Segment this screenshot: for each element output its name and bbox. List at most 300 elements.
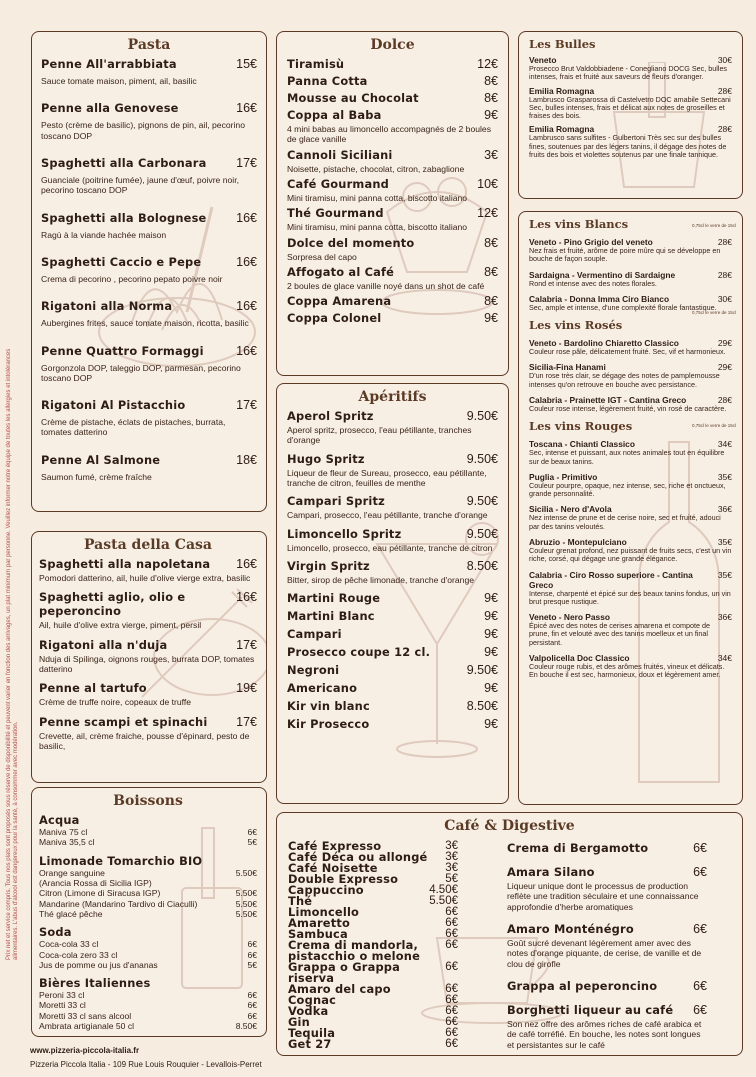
menu-item (507, 922, 707, 969)
item-description: Crevette, ail, crème fraiche, pousse d'épinard, pesto de basilic, (39, 730, 250, 751)
item-price: 15€ (236, 57, 257, 71)
item-description: Pesto (crème de basilic), pignons de pin, ail, pecorino toscano DOP (41, 120, 245, 141)
menu-item (507, 841, 707, 855)
wine-item (529, 124, 732, 159)
menu-item (287, 177, 498, 203)
menu-item (39, 715, 257, 752)
wine-name: Toscana - Chianti Classico (529, 439, 635, 450)
drink-line (39, 1011, 257, 1021)
item-description: Crème de truffe noire, copeaux de truffe (39, 697, 192, 708)
wine-name: Abruzio - Montepulciano (529, 536, 627, 547)
item-name: Sambuca (288, 927, 348, 941)
item-price: 6€ (693, 1002, 707, 1017)
item-price: 16€ (236, 557, 257, 571)
menu-item (287, 591, 498, 605)
wine-price: 28€ (717, 237, 732, 247)
drink-line (39, 960, 257, 970)
item-price: 5.50€ (429, 895, 458, 907)
item-price: 5€ (445, 873, 458, 885)
wine-description: Rond et intense avec des notes florales. (529, 278, 657, 288)
item-name: Rigatoni alla Norma (41, 299, 173, 314)
item-name: Penne al tartufo (39, 681, 147, 696)
item-name: Penne Al Salmone (41, 452, 161, 467)
item-price: 9€ (484, 108, 498, 122)
drink-group (39, 925, 257, 970)
wine-name: Sardaigna - Vermentino di Sardaigne (529, 269, 676, 280)
wine-description: Intense, charpenté et épicé sur des beaux tanins fondus, un vin brut presque rustique. (529, 588, 731, 606)
item-name: Limoncello Spritz (287, 526, 402, 541)
item-description: Goût sucré devenant légèrement amer avec des notes d'orange piquante, de cerise, de vanille et de clou de girofle (507, 937, 702, 969)
wine-price: 29€ (717, 338, 732, 349)
wine-name: Veneto (529, 55, 557, 65)
wine-description: Couleur rose intense, légèrement fruité, vin rosé de caractère. (529, 403, 727, 413)
wine-price: 36€ (717, 612, 732, 623)
menu-item (287, 494, 498, 520)
item-name: Affogato al Café (287, 264, 395, 279)
item-price: 8.50€ (466, 558, 498, 573)
menu-item (39, 590, 257, 630)
item-price: 9€ (484, 591, 498, 606)
menu-item (287, 627, 498, 641)
item-price: 6€ (445, 917, 458, 929)
item-price: 3€ (445, 840, 458, 852)
drink-price: 5.50€ (235, 867, 257, 878)
item-name: Kir Prosecco (287, 717, 370, 732)
wine-price: 30€ (717, 293, 732, 304)
wine-description: Couleur grenat profond, nez puissant de fruits secs, c'est un vin riche, corsé, qui dégage une grande élégance. (529, 545, 732, 564)
drink-name: Peroni 33 cl (39, 990, 85, 1001)
menu-item (287, 527, 498, 553)
wine-description: D'un rose très clair, se dégage des notes de pamplemousse intenses qu'on retrouve en bouche avec persistance. (529, 371, 720, 389)
menu-item (287, 265, 498, 291)
drink-name: Coca-cola 33 cl (39, 939, 99, 950)
menu-item (41, 57, 257, 86)
menu-item (287, 294, 498, 308)
menu-item (287, 645, 498, 659)
item-name: Crema di mandorla, pistacchio o melone (288, 938, 421, 963)
item-price: 6€ (445, 1005, 458, 1017)
bulles-section (518, 31, 743, 199)
item-name: Thé (288, 894, 313, 908)
menu-item (287, 663, 498, 677)
item-price: 16€ (236, 343, 257, 358)
item-price: 9€ (484, 717, 498, 732)
item-name: Martini Rouge (287, 591, 381, 606)
wine-price: 28€ (717, 394, 732, 405)
cafe-section (276, 812, 743, 1056)
wine-description: Couleur pourpre, opaque, nez intense, sec, riche et onctueux, grande personnalité. (529, 480, 726, 499)
item-name: Grappa o Grappa riserva (288, 960, 401, 985)
item-price: 18€ (236, 452, 257, 467)
wine-description: Prosecco Brut Valdobbiadene - Conegliano DOCG Sec, bulles intenses, frais et fruité aux saveurs de fleurs d'oranger. (529, 64, 728, 82)
item-price: 4.50€ (429, 884, 458, 896)
menu-item (39, 557, 257, 583)
item-price: 9.50€ (466, 409, 498, 423)
wine-item (529, 612, 732, 647)
wine-description: Nez intense de prune et de cerise noire, sec et fruité, adouci par des tanins veloutés. (529, 513, 721, 531)
wine-price: 36€ (717, 504, 732, 515)
wine-item (529, 55, 732, 82)
item-name: Negroni (287, 663, 340, 678)
item-name: Penne scampi et spinachi (39, 714, 208, 729)
menu-item (287, 311, 498, 325)
item-description: Pomodori datterino, ail, huile d'olive vierge extra, basilic (39, 573, 251, 583)
item-price: 9€ (484, 681, 498, 696)
item-price: 16€ (236, 210, 257, 225)
item-name: Gin (288, 1015, 310, 1029)
wine-item (529, 472, 732, 499)
item-description: 4 mini babas au limoncello accompagnés de 2 boules de glace vanille (287, 124, 491, 145)
item-price: 12€ (477, 206, 498, 221)
drink-line (39, 868, 257, 878)
item-name: Borghetti liqueur au café (507, 1002, 674, 1017)
wine-price: 34€ (717, 652, 732, 663)
menu-item (39, 638, 257, 675)
menu-item (287, 148, 498, 174)
drink-group (39, 854, 257, 920)
menu-item (287, 409, 498, 446)
item-name: Campari (287, 627, 342, 642)
drink-group (39, 976, 257, 1031)
wine-name: Veneto - Nero Passo (529, 612, 610, 623)
item-description: Nduja di Spilinga, oignons rouges, burrata DOP, tomates datterino (39, 653, 255, 674)
wine-item (529, 439, 732, 466)
item-name: Tiramisù (287, 57, 345, 71)
item-name: Vodka (288, 1004, 329, 1018)
drink-price: 5€ (247, 837, 257, 848)
item-name: Coppa al Baba (287, 108, 382, 122)
item-price: 12€ (477, 57, 498, 71)
item-name: Cannoli Siciliani (287, 147, 393, 162)
menu-item (41, 398, 257, 438)
item-name: Penne All'arrabbiata (41, 57, 177, 71)
item-price: 9.50€ (466, 451, 498, 466)
item-description: Liqueur de fleur de Sureau, prosecco, eau pétillante, tranche de citron, feuilles de menthe (287, 467, 487, 488)
item-name: Café Déca ou allongé (288, 850, 428, 864)
dolce-title: Dolce (370, 37, 415, 53)
item-price: 6€ (445, 939, 458, 951)
menu-item (287, 559, 498, 585)
item-description: Sauce tomate maison, piment, ail, basilic (41, 76, 197, 86)
wine-price: 35€ (717, 569, 732, 580)
item-name: Coppa Colonel (287, 311, 382, 326)
item-price: 6€ (693, 841, 707, 855)
menu-item (41, 255, 257, 284)
item-name: Spaghetti alla Carbonara (41, 155, 207, 170)
item-price: 9.50€ (466, 526, 498, 541)
item-description: Crema di pecorino , pecorino pepato poivre noir (41, 273, 223, 284)
drink-name: Citron (Limone di Siracusa IGP) (39, 888, 161, 899)
menu-item (287, 717, 498, 731)
item-price: 6€ (445, 994, 458, 1006)
item-price: 16€ (236, 590, 257, 605)
item-price: 17€ (236, 398, 257, 413)
item-name: Kir vin blanc (287, 699, 370, 714)
menu-item (507, 1003, 707, 1050)
item-name: Amaro Monténégro (507, 921, 634, 936)
drink-price: 6€ (247, 1000, 257, 1011)
rouges-title: Les vins Rouges (529, 419, 633, 434)
menu-item (41, 211, 257, 240)
item-price: 6€ (445, 928, 458, 940)
wine-description: Nez frais et fruité, arôme de poire mûre qui se développe en bouche de façon souple. (529, 246, 721, 264)
drink-line (39, 1000, 257, 1010)
dolce-section (276, 31, 509, 376)
item-price: 9€ (484, 627, 498, 642)
legal-note: Prix net et service compris. Tous nos plats sont proposés sous réserve de disponibilité et peuvent varier en fonction des arrivages, un plat minimum par personne. Veuillez informer notre équipe de toutes les allergies et intolérances alimentaires. L'abus d'alcool est dangereux pour la santé, à consommer avec modération. (6, 348, 19, 960)
item-description: Gorgonzola DOP, taleggio DOP, parmesan, pecorino toscano DOP (41, 362, 241, 383)
wine-name: Valpolicella Doc Classico (529, 652, 630, 663)
wine-description: Sec, ample et intense, d'une complexité florale fantastique. (529, 302, 717, 312)
drink-group-name: Acqua (39, 813, 80, 827)
blancs-note: 0,75cl le verre de 15cl (691, 223, 736, 228)
item-price: 8€ (484, 294, 498, 309)
drink-name: (Arancia Rossa di Sicilia IGP) (39, 877, 152, 888)
drink-name: Thé glacé pêche (39, 908, 103, 919)
item-name: Prosecco coupe 12 cl. (287, 645, 431, 660)
item-name: Americano (287, 681, 358, 696)
item-description: Ragù à la viande hachée maison (41, 229, 167, 240)
wine-price: 28€ (717, 85, 732, 96)
menu-item (41, 344, 257, 384)
wine-description: Épicé avec des notes de cerises amarena et compote de prune, fin et velouté avec des tanins moelleux et un final persistant. (529, 621, 710, 647)
drink-name: Maniva 35,5 cl (39, 837, 95, 848)
item-price: 6€ (445, 906, 458, 918)
wine-name: Sicilia-Fina Hanami (529, 362, 606, 373)
drink-price: 6€ (247, 990, 257, 1001)
pasta-section (31, 31, 267, 512)
item-price: 6€ (445, 961, 458, 973)
wine-price: 28€ (717, 124, 732, 135)
wine-item (529, 362, 732, 389)
item-price: 10€ (477, 176, 498, 191)
menu-item (41, 156, 257, 196)
menu-item (287, 91, 498, 105)
wines-section (518, 211, 743, 805)
drink-price: 5.50€ (235, 888, 257, 899)
item-name: Café Noisette (288, 861, 378, 875)
drink-line (39, 990, 257, 1000)
item-description: Guanciale (poitrine fumée), jaune d'œuf, poivre noir, pecorino toscano DOP (41, 174, 239, 196)
blancs-title: Les vins Blancs (529, 217, 629, 231)
menu-item (507, 865, 707, 912)
menu-item (39, 681, 257, 707)
item-name: Penne alla Genovese (41, 101, 179, 116)
pasta-title: Pasta (127, 37, 171, 53)
item-name: Spaghetti Caccio e Pepe (41, 254, 202, 269)
wine-item (529, 395, 732, 413)
item-description: Aperol spritz, prosecco, l'eau pétillante, tranches d'orange (287, 425, 472, 446)
footer-website[interactable]: www.pizzeria-piccola-italia.fr (30, 1046, 140, 1055)
wine-item (529, 338, 732, 356)
wine-name: Sicilia - Nero d'Avola (529, 504, 612, 515)
item-name: Café Expresso (288, 839, 382, 853)
drink-price: 6€ (247, 949, 257, 960)
wine-item (529, 504, 732, 531)
drink-name: Ambrata artigianale 50 cl (39, 1021, 135, 1032)
item-price: 16€ (236, 101, 257, 116)
drink-name: Orange sanguine (39, 867, 105, 878)
wine-price: 29€ (717, 362, 732, 373)
menu-item (41, 453, 257, 482)
drink-name: Jus de pomme ou jus d'ananas (39, 959, 158, 970)
item-name: Café Gourmand (287, 176, 390, 191)
item-description: Mini tiramisu, mini panna cotta, biscotto italiano (287, 192, 468, 203)
item-name: Aperol Spritz (287, 409, 374, 423)
item-description: Crème de pistache, éclats de pistaches, burrata, tomates datterino (41, 417, 226, 438)
item-name: Dolce del momento (287, 235, 415, 250)
boissons-title: Boissons (113, 793, 183, 809)
item-name: Panna Cotta (287, 74, 368, 88)
drink-price: 6€ (247, 827, 257, 837)
item-name: Spaghetti aglio, olio e peperoncino (39, 590, 186, 619)
menu-item (287, 236, 498, 262)
menu-item (41, 299, 257, 328)
item-description: Bitter, sirop de pêche limonade, tranche d'orange (287, 574, 475, 585)
wine-description: Sec, intense et puissant, aux notes animales tout en équilibre sur de beaux tanins. (529, 448, 725, 466)
menu-item (287, 452, 498, 489)
wine-name: Emilia Romagna (529, 124, 595, 135)
drink-group-name: Limonade Tomarchio BIO (39, 853, 203, 868)
item-name: Penne Quattro Formaggi (41, 343, 204, 358)
drink-price: 5.50€ (235, 898, 257, 909)
item-price: 6€ (445, 1027, 458, 1039)
item-name: Thé Gourmand (287, 206, 384, 221)
item-name: Spaghetti alla napoletana (39, 557, 211, 571)
aperitifs-section (276, 383, 509, 804)
item-description: Noisette, pistache, chocolat, citron, zabaglione (287, 163, 465, 174)
wine-name: Veneto - Bardolino Chiaretto Classico (529, 338, 679, 349)
bulles-title: Les Bulles (529, 37, 596, 51)
wine-description: Lambrusco sans sulfites - Gulbertoni Très sec sur des bulles fines, soutenues par des légers tanins, il dégage des notes de fruits des bois et violettes soutenus par une finale tannique. (529, 133, 727, 159)
item-description: 2 boules de glace vanille noyé dans un shot de café (287, 280, 485, 291)
menu-item (288, 962, 458, 984)
drink-line (39, 888, 257, 898)
menu-item (287, 699, 498, 713)
item-price: 6€ (445, 1016, 458, 1028)
item-price: 8€ (484, 91, 498, 105)
item-price: 16€ (236, 299, 257, 314)
wine-name: Calabria - Prainette IGT - Cantina Greco (529, 394, 687, 405)
item-name: Double Expresso (288, 872, 399, 886)
item-name: Amara Silano (507, 865, 595, 879)
item-price: 9€ (484, 311, 498, 326)
item-name: Tequila (288, 1026, 336, 1040)
drink-line (39, 827, 257, 837)
item-description: Sorpresa del capo (287, 251, 357, 262)
item-price: 3€ (484, 147, 498, 162)
roses-title: Les vins Rosés (529, 318, 623, 333)
item-name: Amaretto (288, 916, 351, 930)
wine-name: Puglia - Primitivo (529, 471, 598, 482)
item-price: 9.50€ (466, 494, 498, 509)
wine-description: Couleur rouge rubis, et des arômes fruités, vineux et délicats. En bouche il est sec, harmonieux, doux et légèrement amer. (529, 661, 725, 680)
item-name: Cognac (288, 993, 337, 1007)
item-name: Limoncello (288, 905, 360, 919)
item-price: 9€ (484, 609, 498, 624)
wine-name: Emilia Romagna (529, 85, 595, 96)
item-price: 17€ (236, 714, 257, 729)
drink-line (39, 939, 257, 949)
item-description: Son nez offre des arômes riches de café arabica et de café torréfié. En bouche, les notes sont longues et persistantes sur le café (507, 1018, 702, 1050)
casa-title: Pasta della Casa (84, 537, 212, 553)
wine-description: Lambrusco Grasparossa di Castelvetro DOC amabile Settecani Sec, bulles intenses, frais et délicat aux notes de groseilles et fraises des bois. (529, 94, 731, 121)
item-price: 8€ (484, 235, 498, 250)
wine-price: 34€ (717, 439, 732, 450)
wine-item (529, 537, 732, 564)
drink-line (39, 1021, 257, 1031)
item-price: 6€ (693, 921, 707, 936)
boissons-section (31, 787, 267, 1037)
wine-item (529, 237, 732, 264)
item-name: Crema di Bergamotto (507, 841, 649, 855)
wine-name: Calabria - Ciro Rosso superiore - Cantina Greco (529, 569, 693, 590)
item-price: 6€ (693, 978, 707, 993)
wine-price: 28€ (717, 269, 732, 280)
item-description: Campari, prosecco, l'eau pétillante, tranche d'orange (287, 510, 488, 521)
wine-item (529, 570, 732, 607)
footer-address: Pizzeria Piccola Italia - 109 Rue Louis Rouquier - Levallois-Perret (30, 1060, 262, 1069)
menu-item (287, 609, 498, 623)
wine-name: Calabria - Donna Imma Ciro Bianco (529, 293, 670, 304)
wine-price: 35€ (717, 471, 732, 482)
item-price: 9.50€ (466, 663, 498, 678)
item-name: Cappuccino (288, 883, 364, 897)
casa-section (31, 531, 267, 783)
wine-name: Veneto - Pino Grigio del veneto (529, 237, 653, 247)
item-description: Limoncello, prosecco, eau pétillante, tranche de citron (287, 542, 493, 553)
drink-line (39, 950, 257, 960)
drink-name: Moretti 33 cl (39, 1000, 86, 1011)
drink-group-name: Bières Italiennes (39, 976, 151, 991)
item-name: Grappa al peperoncino (507, 978, 658, 993)
item-name: Hugo Spritz (287, 451, 365, 466)
item-price: 9€ (484, 645, 498, 660)
drink-price: 5.50€ (235, 908, 257, 919)
item-price: 6€ (693, 865, 707, 879)
menu-item (287, 681, 498, 695)
drink-line (39, 878, 257, 888)
drink-line (39, 899, 257, 909)
menu-item (287, 74, 498, 88)
drink-price: 6€ (247, 1010, 257, 1021)
item-name: Martini Blanc (287, 609, 375, 624)
aperitifs-title: Apéritifs (358, 389, 427, 405)
item-name: Rigatoni Al Pistacchio (41, 398, 186, 413)
drink-line (39, 909, 257, 919)
item-description: Saumon fumé, crème fraîche (41, 471, 152, 482)
item-name: Campari Spritz (287, 494, 385, 509)
menu-item (507, 979, 707, 993)
wine-item (529, 653, 732, 680)
item-price: 19€ (236, 681, 257, 696)
item-price: 17€ (236, 637, 257, 652)
drink-price: 6€ (247, 939, 257, 950)
menu-item (288, 1006, 458, 1017)
item-name: Rigatoni alla n'duja (39, 637, 168, 652)
rouges-note: 0,75cl le verre de 15cl (691, 423, 736, 429)
wine-item (529, 86, 732, 121)
cafe-title: Café & Digestive (444, 818, 575, 834)
drink-name: Maniva 75 cl (39, 827, 88, 837)
item-name: Virgin Spritz (287, 558, 370, 573)
drink-group (39, 813, 257, 848)
wine-price: 30€ (717, 55, 732, 65)
menu-item (287, 206, 498, 232)
drink-name: Mandarine (Mandarino Tardivo di Ciaculli) (39, 898, 198, 909)
wine-item (529, 270, 732, 288)
item-price: 3€ (445, 851, 458, 863)
